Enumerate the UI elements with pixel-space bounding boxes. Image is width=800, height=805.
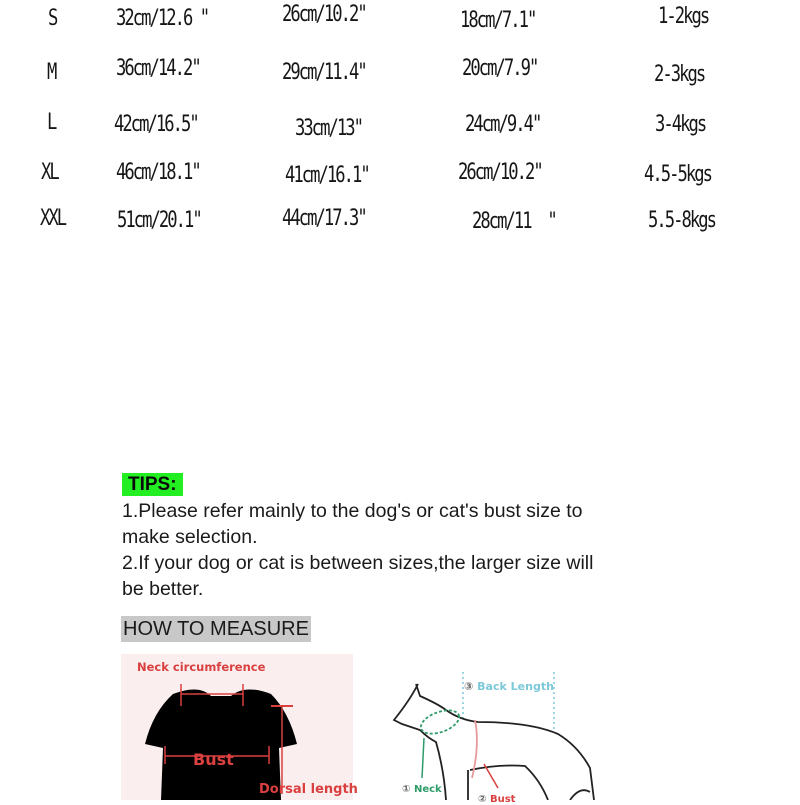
size-value: 20cm/7.9" xyxy=(462,56,538,81)
size-value: 26cm/10.2" xyxy=(458,160,542,185)
tip-line: 2.If your dog or cat is between sizes,the larger size will xyxy=(122,552,594,574)
bust-label: Bust xyxy=(193,750,234,769)
size-value: 51cm/20.1" xyxy=(117,208,201,233)
neck-circumference-label: Neck circumference xyxy=(137,660,266,674)
tip-line: 1.Please refer mainly to the dog's or cat's bust size to xyxy=(122,500,583,522)
tips-label: TIPS: xyxy=(122,473,183,496)
size-value: 26cm/10.2" xyxy=(282,2,366,27)
size-value: 18cm/7.1" xyxy=(460,8,536,33)
neck-label: ① Neck xyxy=(402,784,442,795)
tips-section xyxy=(122,473,682,602)
size-value: 44cm/17.3" xyxy=(282,206,366,231)
size-value: 42cm/16.5" xyxy=(114,112,198,137)
size-value: 41cm/16.1" xyxy=(285,163,369,188)
size-value: 32cm/12.6 " xyxy=(116,6,209,31)
dog-measure-diagram xyxy=(380,660,600,805)
bust-label: ② Bust xyxy=(478,794,516,805)
size-label: S xyxy=(48,6,57,31)
weight-value: 4.5-5kgs xyxy=(644,162,712,187)
size-label: L xyxy=(47,110,56,135)
weight-value: 2-3kgs xyxy=(654,62,705,87)
size-label: XXL xyxy=(40,206,66,231)
back-length-label: ③ Back Length xyxy=(464,680,554,693)
number-2-icon: ② xyxy=(478,794,487,805)
dorsal-length-label: Dorsal length xyxy=(259,782,358,797)
size-label: M xyxy=(47,60,56,85)
how-to-measure-heading: HOW TO MEASURE xyxy=(123,618,309,640)
tip-line: be better. xyxy=(122,578,204,600)
tips-list xyxy=(122,498,682,602)
size-value: 29cm/11.4" xyxy=(282,60,366,85)
size-row-l xyxy=(0,112,800,148)
weight-value: 1-2kgs xyxy=(658,4,709,29)
size-value: 33cm/13" xyxy=(295,116,363,141)
size-row-xl xyxy=(0,160,800,196)
size-value: 24cm/9.4" xyxy=(465,112,541,137)
shirt-icon xyxy=(121,654,353,800)
size-value: 36cm/14.2" xyxy=(116,56,200,81)
tip-line: make selection. xyxy=(122,526,258,548)
weight-value: 5.5-8kgs xyxy=(648,208,716,233)
number-1-icon: ① xyxy=(402,784,411,795)
size-value: 46cm/18.1" xyxy=(116,160,200,185)
number-3-icon: ③ xyxy=(464,680,474,693)
size-label: XL xyxy=(41,160,58,185)
shirt-measure-diagram xyxy=(121,654,358,800)
size-row-m xyxy=(0,56,800,96)
size-row-xxl xyxy=(0,206,800,242)
weight-value: 3-4kgs xyxy=(655,112,706,137)
size-row-s xyxy=(0,2,800,42)
size-value: 28cm/11 " xyxy=(472,209,556,234)
